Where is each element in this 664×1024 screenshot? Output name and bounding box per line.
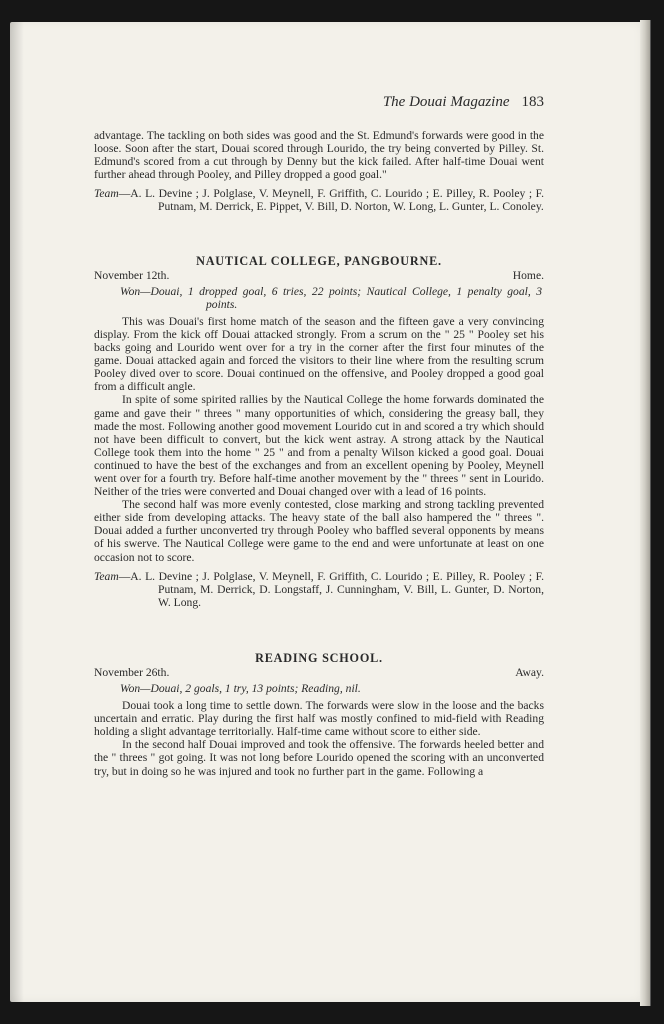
- reading-dateline: [94, 666, 544, 679]
- reading-result: [94, 682, 544, 695]
- nautical-result: [94, 285, 544, 311]
- match-venue: Away.: [515, 665, 544, 679]
- match-date: November 12th.: [94, 268, 170, 282]
- match-date: November 26th.: [94, 665, 170, 679]
- team-label: Team: [94, 187, 119, 201]
- nautical-team-list: [94, 570, 544, 609]
- report-paragraph: The second half was more evenly contested, close marking and strong tackling prevented either side from developing attacks. The heavy state of the ball also hampered the " threes ". Douai added a further unconverted try through Pooley who baffled several opponents by means of his swerve. The Nautical College were game to the end and were unfortunate at least on one occasion not to score.: [94, 498, 544, 564]
- nautical-dateline: [94, 269, 544, 282]
- team-names: —A. L. Devine ; J. Polglase, V. Meynell, F. Griffith, C. Lourido ; E. Pilley, R. Pooley ; F. Putnam, M. Derrick, D. Longstaff, J. Cunningham, V. Bill, L. Gunter, D. Norton, W. Long.: [118, 569, 544, 609]
- page-gutter-shadow: [10, 22, 24, 1002]
- section-heading-nautical: NAUTICAL COLLEGE, PANGBOURNE.: [196, 253, 442, 268]
- section-heading-reading: READING SCHOOL.: [255, 650, 383, 665]
- team-names: —A. L. Devine ; J. Polglase, V. Meynell, F. Griffith, C. Lourido ; E. Pilley, R. Pooley ; F. Putnam, M. Derrick, E. Pippet, V. Bill, D. Norton, W. Long, L. Gunter, L. Conoley.: [118, 187, 544, 214]
- intro-paragraph: advantage. The tackling on both sides was good and the St. Edmund's forwards were good in the loose. Soon after the start, Douai scored through Lourido, the try being converted by Pilley. St. Edmund's scored from a cut through by Denny but the kick failed. After half-time Douai went further ahead through Pooley, and Pilley dropped a good goal.": [94, 129, 544, 182]
- running-header: [94, 93, 544, 111]
- report-paragraph: Douai took a long time to settle down. The forwards were slow in the loose and the backs uncertain and erratic. Play during the first half was mostly confined to mid-field with Reading holding a slight advantage territorially. Half-time came without score to either side.: [94, 699, 544, 739]
- page-text: [94, 93, 544, 778]
- result-text: Won—Douai, 1 dropped goal, 6 tries, 22 points; Nautical College, 1 penalty goal, 3 points.: [120, 284, 542, 311]
- intro-team-list: [94, 187, 544, 213]
- report-paragraph: In spite of some spirited rallies by the Nautical College the home forwards dominated the game and gave their " threes " many opportunities of which, considering the greasy ball, they made the most. Following another good movement Lourido cut in and scored a try which should not have been difficult to convert, but the kick went astray. A strong attack by the Nautical College took them into the home " 25 " and from a penalty Wilson kicked a good goal. Douai continued to have the best of the exchanges and from an excellent opening by Pooley, Meynell went over for a fourth try. Before half-time another movement by the " threes " sent in Lourido. Neither of the tries were converted and Douai changed over with a lead of 16 points.: [94, 393, 544, 499]
- report-paragraph: This was Douai's first home match of the season and the fifteen gave a very convincing display. From the kick off Douai attacked strongly. From a scrum on the " 25 " Pooley set his backs going and Lourido went over for a try in the corner after the first four minutes of the game. Douai attacked again and forced the visitors to their line where from the resulting scrum Pooley dived over to score. Douai continued on the offensive, and Pooley dropped a good goal from a difficult angle.: [94, 314, 544, 394]
- match-venue: Home.: [512, 268, 544, 282]
- page-number: 183: [521, 94, 544, 110]
- team-label: Team: [94, 569, 119, 583]
- page-edge: [640, 20, 651, 1006]
- result-text: Won—Douai, 2 goals, 1 try, 13 points; Reading, nil.: [120, 682, 361, 695]
- magazine-title: The Douai Magazine: [382, 94, 510, 110]
- report-paragraph: In the second half Douai improved and took the offensive. The forwards heeled better and the " threes " got going. It was not long before Lourido opened the scoring with an unconverted try, but in doing so he was injured and took no further part in the game. Following a: [94, 738, 544, 778]
